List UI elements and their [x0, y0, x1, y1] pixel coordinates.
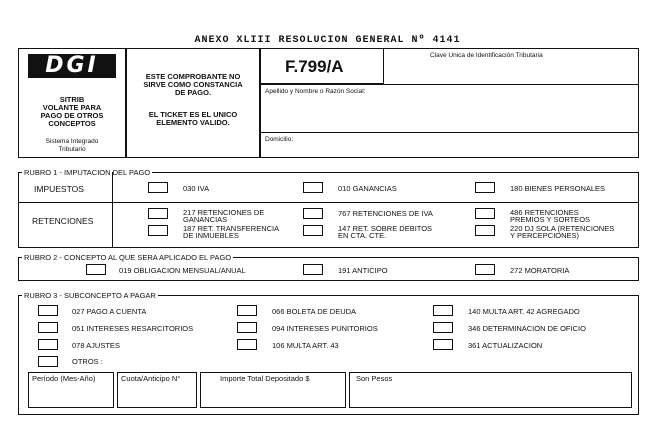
rubro3-027: 027 PAGO A CUENTA: [72, 307, 147, 316]
rubro3-140: 140 MULTA ART. 42 AGREGADO: [468, 307, 580, 316]
checkbox-010-ganancias[interactable]: [303, 182, 323, 193]
rubro3-094: 094 INTERESES PUNITORIOS: [272, 324, 378, 333]
impuesto-180: 180 BIENES PERSONALES: [510, 184, 606, 193]
nombre-field[interactable]: [262, 96, 637, 130]
form-code: F.799/A: [285, 57, 344, 76]
rubro1-label: RUBRO 1 - IMPUTACION DEL PAGO: [24, 168, 151, 177]
checkbox-220[interactable]: [475, 225, 495, 236]
rubro3-361: 361 ACTUALIZACION: [468, 341, 543, 350]
notice-line-1: ESTE COMPROBANTE NO: [145, 72, 241, 81]
rubro3-label: RUBRO 3 - SUBCONCEPTO A PAGAR: [24, 291, 156, 300]
rubro3-078: 078 AJUSTES: [72, 341, 120, 350]
rubro3-otros: OTROS :: [72, 357, 103, 366]
cuit-field[interactable]: [385, 60, 637, 82]
cuota-label: Cuota/Anticipo N°: [121, 374, 181, 383]
retencion-220-l2: Y PERCEPCIONES): [510, 231, 580, 240]
retencion-187-l2: DE INMUEBLES: [183, 231, 239, 240]
rubro3-346: 346 DETERMINACION DE OFICIO: [468, 324, 586, 333]
checkbox-147[interactable]: [303, 225, 323, 236]
sistema-line-2: Tributario: [58, 146, 86, 153]
impuesto-030: 030 IVA: [183, 184, 210, 193]
son-pesos-label: Son Pesos: [356, 374, 393, 383]
checkbox-187[interactable]: [148, 225, 168, 236]
importe-label: Importe Total Depositado $: [220, 374, 310, 383]
rubro2-item-191: 191 ANTICIPO: [338, 266, 388, 275]
retencion-217-l1: 217 RETENCIONES DE: [183, 208, 265, 217]
retencion-187-l1: 187 RET. TRANSFERENCIA: [183, 224, 280, 233]
notice-line-2: SIRVE COMO CONSTANCIA: [143, 80, 243, 89]
notice-line-6: ELEMENTO VALIDO.: [156, 118, 230, 127]
impuestos-label: IMPUESTOS: [34, 184, 84, 194]
checkbox-272[interactable]: [475, 264, 495, 275]
header-notice-block: [126, 48, 260, 158]
checkbox-030-iva[interactable]: [148, 182, 168, 193]
checkbox-767[interactable]: [303, 208, 323, 219]
sitrib-line-1: SITRIB: [59, 95, 85, 104]
retencion-767: 767 RETENCIONES DE IVA: [338, 209, 433, 218]
dgi-logo: DGI: [28, 54, 116, 78]
document-title: ANEXO XLIII RESOLUCION GENERAL Nº 4141: [194, 35, 461, 46]
checkbox-094[interactable]: [237, 322, 257, 333]
checkbox-066[interactable]: [237, 305, 257, 316]
rubro3-051: 051 INTERESES RESARCITORIOS: [72, 324, 194, 333]
rubro1-col-divider: [112, 172, 113, 248]
domicilio-field[interactable]: [310, 134, 637, 156]
checkbox-027[interactable]: [38, 305, 58, 316]
checkbox-otros[interactable]: [38, 356, 58, 367]
sitrib-line-4: CONCEPTOS: [48, 119, 96, 128]
checkbox-361[interactable]: [433, 339, 453, 350]
cuit-label: Clave Unica de Identificación Tributaria: [430, 52, 543, 59]
sistema-line-1: Sistema Integrado: [45, 138, 99, 145]
checkbox-346[interactable]: [433, 322, 453, 333]
periodo-label: Período (Mes-Año): [32, 374, 96, 383]
header-divider-2: [260, 132, 639, 133]
rubro2-label: RUBRO 2 - CONCEPTO AL QUE SERA APLICADO EL PAGO: [24, 253, 232, 262]
checkbox-217[interactable]: [148, 208, 168, 219]
header-divider-1: [260, 84, 639, 85]
checkbox-051[interactable]: [38, 322, 58, 333]
notice-line-5: EL TICKET ES EL UNICO: [148, 110, 238, 119]
retencion-217-l2: GANANCIAS: [183, 215, 228, 224]
rubro3-066: 066 BOLETA DE DEUDA: [272, 307, 357, 316]
sitrib-line-2: VOLANTE PARA: [42, 103, 102, 112]
retencion-486-l1: 486 RETENCIONES: [510, 208, 579, 217]
retencion-220-l1: 220 DJ SOLA (RETENCIONES: [510, 224, 615, 233]
checkbox-078[interactable]: [38, 339, 58, 350]
checkbox-180-bienes[interactable]: [475, 182, 495, 193]
retencion-147-l1: 147 RET. SOBRE DEBITOS: [338, 224, 433, 233]
checkbox-191[interactable]: [303, 264, 323, 275]
notice-line-3: DE PAGO.: [174, 88, 212, 97]
retencion-147-l2: EN CTA. CTE.: [338, 231, 387, 240]
rubro2-item-272: 272 MORATORIA: [510, 266, 570, 275]
rubro2-item-019: 019 OBLIGACION MENSUAL/ANUAL: [119, 266, 246, 275]
domicilio-label: Domicilio:: [265, 136, 294, 143]
checkbox-486[interactable]: [475, 208, 495, 219]
retenciones-label: RETENCIONES: [32, 216, 94, 226]
checkbox-140[interactable]: [433, 305, 453, 316]
checkbox-019[interactable]: [86, 264, 106, 275]
rubro3-106: 106 MULTA ART. 43: [272, 341, 339, 350]
nombre-label: Apellido y Nombre o Razón Social:: [265, 88, 366, 95]
checkbox-106[interactable]: [237, 339, 257, 350]
impuesto-010: 010 GANANCIAS: [338, 184, 397, 193]
retencion-486-l2: PREMIOS Y SORTEOS: [510, 215, 591, 224]
sitrib-line-3: PAGO DE OTROS: [40, 111, 104, 120]
